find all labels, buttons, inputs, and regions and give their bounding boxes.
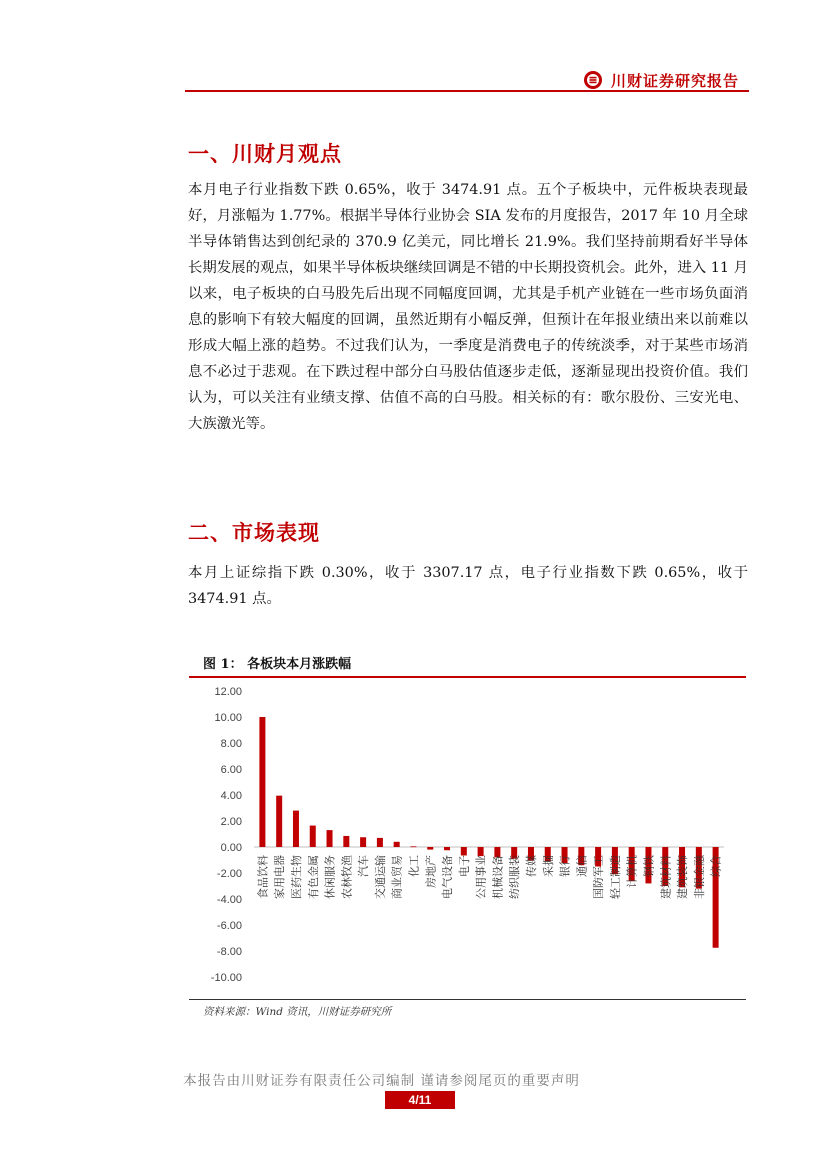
category-label: 食品饮料 xyxy=(256,855,270,899)
category-label: 非银金融 xyxy=(692,855,706,899)
y-tick-label: 2.00 xyxy=(220,816,242,828)
category-label: 轻工制造 xyxy=(608,855,622,899)
bar xyxy=(410,846,416,847)
category-label: 传媒 xyxy=(524,855,538,877)
bar xyxy=(377,838,383,847)
bar xyxy=(444,847,450,850)
category-label: 交通运输 xyxy=(373,855,387,899)
category-label: 汽车 xyxy=(357,855,371,877)
category-label: 家用电器 xyxy=(273,855,287,899)
header-title: 川财证券研究报告 xyxy=(611,71,740,90)
header-rule xyxy=(185,90,749,92)
y-tick-label: -6.00 xyxy=(216,920,242,932)
bar xyxy=(343,836,349,847)
broker-logo-icon xyxy=(583,70,603,90)
y-tick-label: 12.00 xyxy=(214,686,242,698)
category-label: 采掘 xyxy=(541,855,555,877)
category-label: 医药生物 xyxy=(289,855,303,899)
y-tick-label: 4.00 xyxy=(220,790,242,802)
bar xyxy=(478,847,484,856)
category-label: 公用事业 xyxy=(474,855,488,899)
category-label: 计算机 xyxy=(625,855,639,888)
y-tick-label: 0.00 xyxy=(220,842,242,854)
category-label: 化工 xyxy=(407,855,421,877)
y-tick-label: 6.00 xyxy=(220,764,242,776)
category-label: 建筑装饰 xyxy=(676,855,690,899)
category-label: 综合 xyxy=(709,855,723,877)
category-label: 有色金属 xyxy=(306,855,320,899)
page-number: 4/11 xyxy=(385,1091,455,1109)
y-tick-label: 8.00 xyxy=(220,738,242,750)
figure-box xyxy=(189,647,746,1000)
section-2-paragraph: 本月上证综指下跌 0.30%，收于 3307.17 点，电子行业指数下跌 0.65%，收于 3474.91 点。 xyxy=(188,565,748,607)
bar xyxy=(259,717,265,847)
footer-note: 本报告由川财证券有限责任公司编制 谨请参阅尾页的重要声明 xyxy=(183,1073,580,1089)
category-label: 电子 xyxy=(457,855,471,877)
category-label: 通信 xyxy=(575,855,589,877)
category-label: 银行 xyxy=(558,855,572,877)
bar xyxy=(427,847,433,850)
y-tick-label: -2.00 xyxy=(216,868,242,880)
category-label: 机械设备 xyxy=(491,855,505,899)
bar xyxy=(360,837,366,847)
category-label: 建筑材料 xyxy=(659,855,673,899)
bar xyxy=(461,847,467,855)
category-label: 纺织服装 xyxy=(508,855,522,899)
category-label: 房地产 xyxy=(424,855,438,888)
category-label: 电气设备 xyxy=(441,855,455,899)
y-tick-label: 10.00 xyxy=(214,712,242,724)
y-tick-label: -10.00 xyxy=(210,972,242,984)
category-label: 钢铁 xyxy=(642,855,656,877)
sector-return-chart xyxy=(189,678,746,998)
category-label: 休闲服务 xyxy=(323,855,337,899)
bar xyxy=(293,811,299,847)
section-1-paragraph: 本月电子行业指数下跌 0.65%，收于 3474.91 点。五个子板块中，元件板块表现最好，月涨幅为 1.77%。根据半导体行业协会 SIA 发布的月度报告，2017 年 10 月全球半导体销售达到创纪录的 370.9 亿美元，同比增长 21.9%。我们坚持前期看好半导体长期发展的观点，如果半导体板块继续回调是不错的中长期投资机会。此外，进入 11 月以来，电子板块的白马股先后出现不同幅度回调，尤其是手机产业链在一些市场负面消息的影响下有较大幅度的回调，虽然近期有小幅反弹，但预计在年报业绩出来以前难以形成大幅上涨的趋势。不过我们认为，一季度是消费电子的传统淡季，对于某些市场消息不必过于悲观。在下跌过程中部分白马股估值逐步走低，逐渐显现出投资价值。我们认为，可以关注有业绩支撑、估值不高的白马股。相关标的有：歌尔股份、三安光电、大族激光等。 xyxy=(188,182,748,432)
bar xyxy=(394,842,400,847)
category-label: 国防军工 xyxy=(592,855,606,899)
figure-source: 资料来源：Wind 资讯，川财证券研究所 xyxy=(203,1006,392,1018)
y-tick-label: -8.00 xyxy=(216,946,242,958)
bar xyxy=(276,796,282,847)
figure-title: 图 1： 各板块本月涨跌幅 xyxy=(203,657,352,672)
section-1-title: 一、川财月观点 xyxy=(188,141,342,166)
section-2-title: 二、市场表现 xyxy=(188,520,320,545)
bar xyxy=(310,826,316,847)
category-label: 农林牧渔 xyxy=(340,855,354,899)
y-tick-label: -4.00 xyxy=(216,894,242,906)
header-brand xyxy=(583,68,739,92)
bar xyxy=(327,830,333,847)
category-label: 商业贸易 xyxy=(390,855,404,899)
